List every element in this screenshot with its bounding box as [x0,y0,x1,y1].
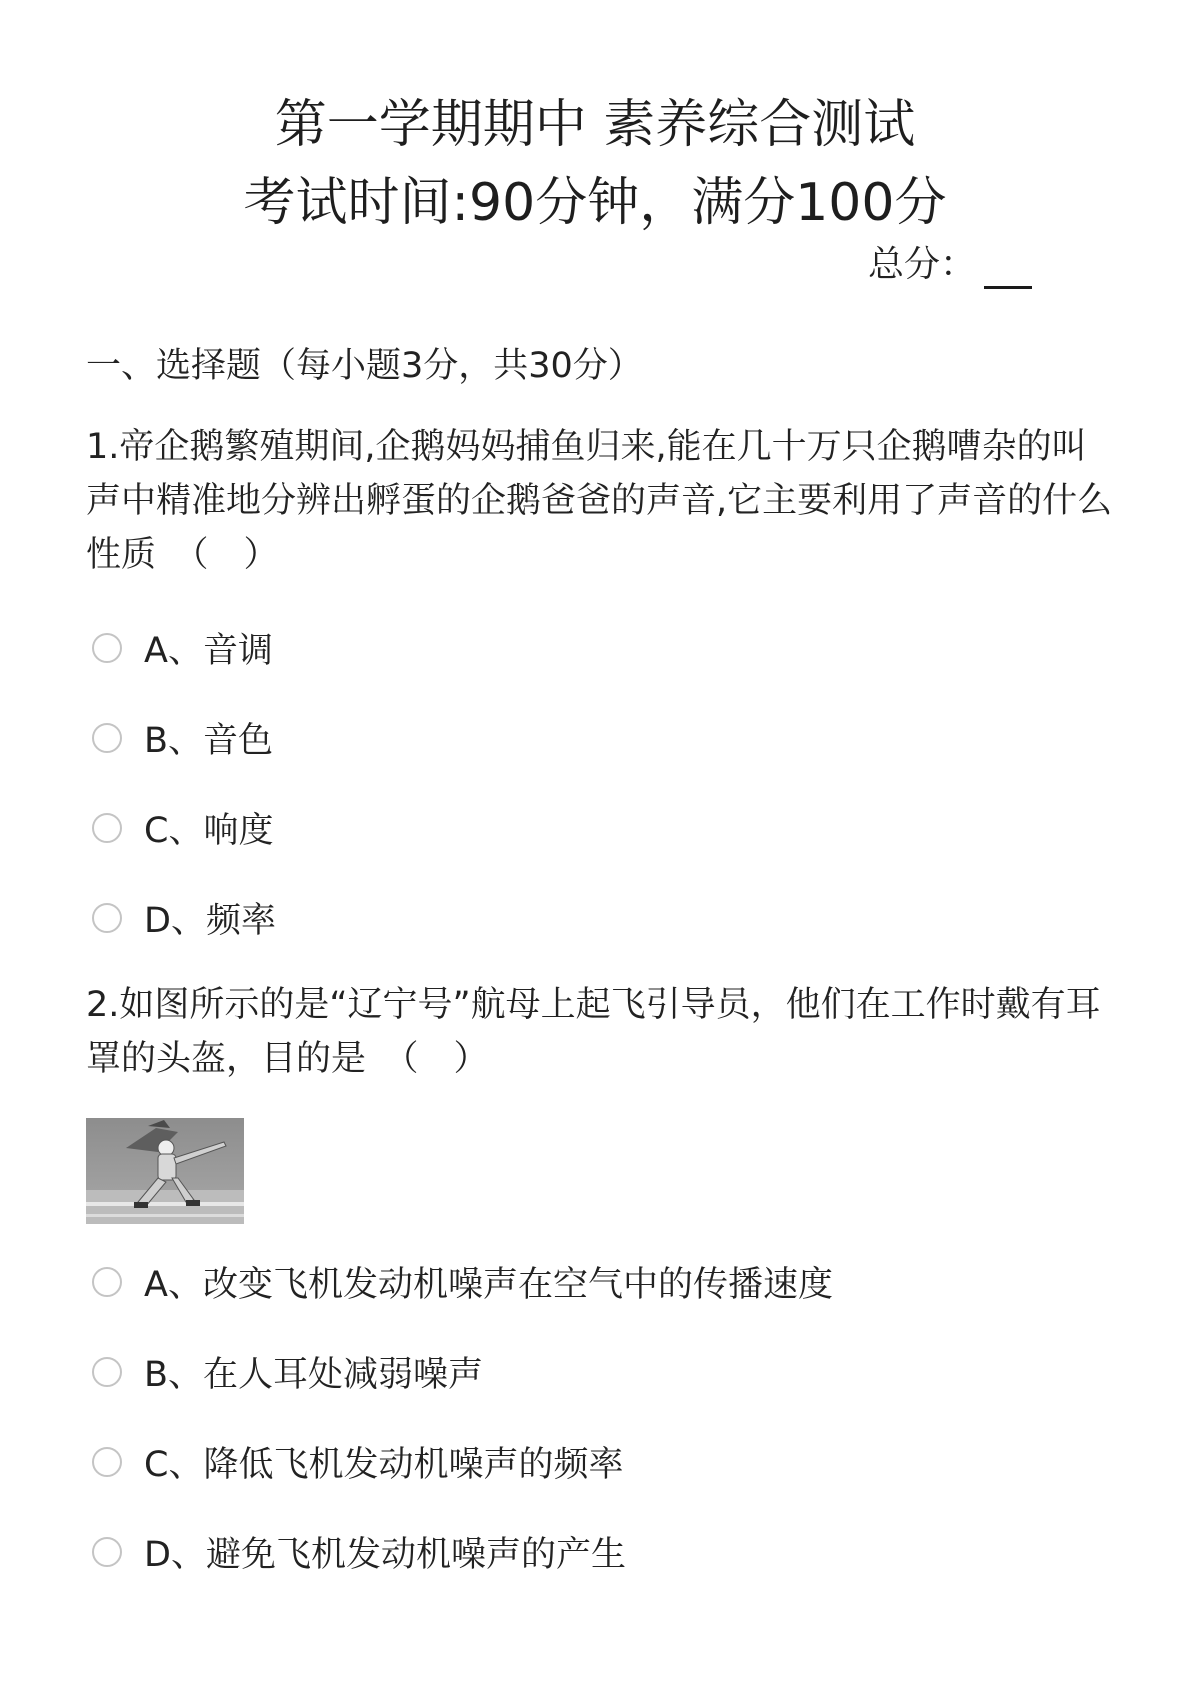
total-score-label: 总分： [868,244,977,285]
option-label: B、在人耳处减弱噪声 [144,1355,484,1395]
radio-button[interactable] [92,903,122,933]
q1-option-a[interactable] [92,628,273,671]
q1-option-d[interactable] [92,898,276,941]
q2-option-d[interactable] [92,1532,626,1575]
q1-option-b[interactable] [92,718,274,761]
q2-option-b[interactable] [92,1352,484,1395]
radio-button[interactable] [92,723,122,753]
radio-button[interactable] [92,1267,122,1297]
option-label: A、改变飞机发动机噪声在空气中的传播速度 [144,1265,833,1305]
option-label: C、降低飞机发动机噪声的频率 [144,1445,624,1485]
q2-option-c[interactable] [92,1442,624,1485]
q1-option-c[interactable] [92,808,274,851]
radio-button[interactable] [92,1357,122,1387]
radio-button[interactable] [92,813,122,843]
section-heading: 一、选择题（每小题3分，共30分） [86,346,643,386]
exam-subtitle: 考试时间:90分钟，满分100分 [243,173,947,233]
radio-button[interactable] [92,1537,122,1567]
flight-deck-crew-photo [86,1118,244,1224]
question-1-text: 1.帝企鹅繁殖期间,企鹅妈妈捕鱼归来,能在几十万只企鹅嘈杂的叫声中精准地分辨出孵蛋的企鹅爸爸的声音,它主要利用了声音的什么性质 （ ） [86,427,1113,575]
question-2-text: 2.如图所示的是“辽宁号”航母上起飞引导员，他们在工作时戴有耳罩的头盔，目的是 （ ） [86,985,1101,1079]
radio-button[interactable] [92,633,122,663]
q2-option-a[interactable] [92,1262,833,1305]
option-label: B、音色 [144,721,274,761]
radio-button[interactable] [92,1447,122,1477]
option-label: D、避免飞机发动机噪声的产生 [144,1535,626,1575]
option-label: D、频率 [144,901,276,941]
exam-title: 第一学期期中 素养综合测试 [274,95,916,155]
option-label: A、音调 [144,631,273,671]
option-label: C、响度 [144,811,274,851]
total-score-blank [984,286,1032,289]
